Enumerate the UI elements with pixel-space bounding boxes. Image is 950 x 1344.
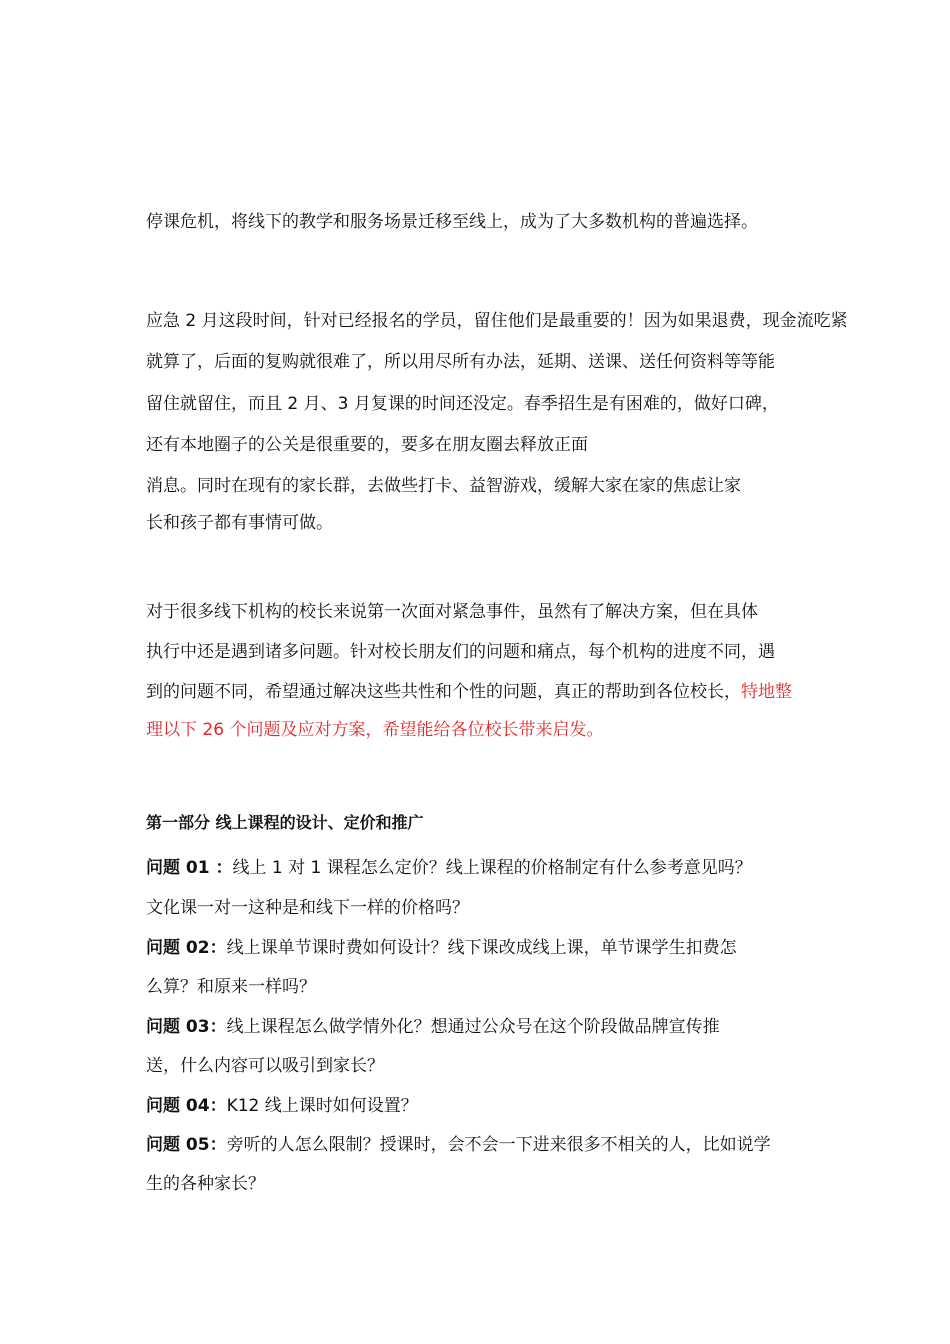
question-label: 问题 01 ： [146, 858, 233, 878]
question-05 [146, 1134, 771, 1156]
highlight-line: 理以下 26 个问题及应对方案，希望能给各位校长带来启发。 [146, 720, 604, 740]
question-04 [146, 1095, 418, 1117]
paragraph-line: 就算了，后面的复购就很难了，所以用尽所有办法，延期、送课、送任何资料等等能 [146, 352, 775, 372]
question-text: 线上课程怎么做学情外化？想通过公众号在这个阶段做品牌宣传推 [226, 1017, 720, 1037]
question-text: 旁听的人怎么限制？授课时，会不会一下进来很多不相关的人，比如说学 [226, 1135, 771, 1155]
paragraph-line: 留住就留住，而且 2 月、3 月复课的时间还没定。春季招生是有困难的，做好口碑， [146, 394, 779, 414]
question-label: 问题 05： [146, 1135, 227, 1155]
question-label: 问题 04： [146, 1096, 227, 1116]
question-label: 问题 03： [146, 1017, 227, 1037]
question-text: K12 线上课时如何设置？ [226, 1096, 418, 1116]
paragraph-line: 长和孩子都有事情可做。 [146, 513, 333, 533]
question-03 [146, 1016, 720, 1038]
paragraph-line: 还有本地圈子的公关是很重要的，要多在朋友圈去释放正面 [146, 435, 588, 455]
intro-paragraph: 停课危机，将线下的教学和服务场景迁移至线上，成为了大多数机构的普遍选择。 [146, 212, 758, 232]
section-title: 第一部分 线上课程的设计、定价和推广 [146, 813, 424, 832]
question-01 [146, 857, 752, 879]
question-text: 生的各种家长？ [146, 1174, 265, 1194]
question-label: 问题 02： [146, 938, 227, 958]
paragraph-line [146, 681, 792, 703]
paragraph-line: 消息。同时在现有的家长群，去做些打卡、益智游戏，缓解大家在家的焦虑让家 [146, 476, 741, 496]
paragraph-line: 执行中还是遇到诸多问题。针对校长朋友们的问题和痛点，每个机构的进度不同，遇 [146, 642, 775, 662]
question-text: 么算？和原来一样吗？ [146, 977, 316, 997]
paragraph-line: 对于很多线下机构的校长来说第一次面对紧急事件，虽然有了解决方案，但在具体 [146, 602, 758, 622]
question-02 [146, 937, 737, 959]
question-text: 线上 1 对 1 课程怎么定价？线上课程的价格制定有什么参考意见吗？ [232, 858, 752, 878]
highlight-text: 特地整 [741, 682, 792, 702]
question-text: 送，什么内容可以吸引到家长？ [146, 1056, 384, 1076]
paragraph-text: 到的问题不同，希望通过解决这些共性和个性的问题，真正的帮助到各位校长， [146, 682, 741, 702]
paragraph-line: 应急 2 月这段时间，针对已经报名的学员，留住他们是最重要的！因为如果退费，现金流吃紧 [146, 311, 848, 331]
question-text: 文化课一对一这种是和线下一样的价格吗？ [146, 898, 469, 918]
question-text: 线上课单节课时费如何设计？线下课改成线上课，单节课学生扣费怎 [226, 938, 737, 958]
